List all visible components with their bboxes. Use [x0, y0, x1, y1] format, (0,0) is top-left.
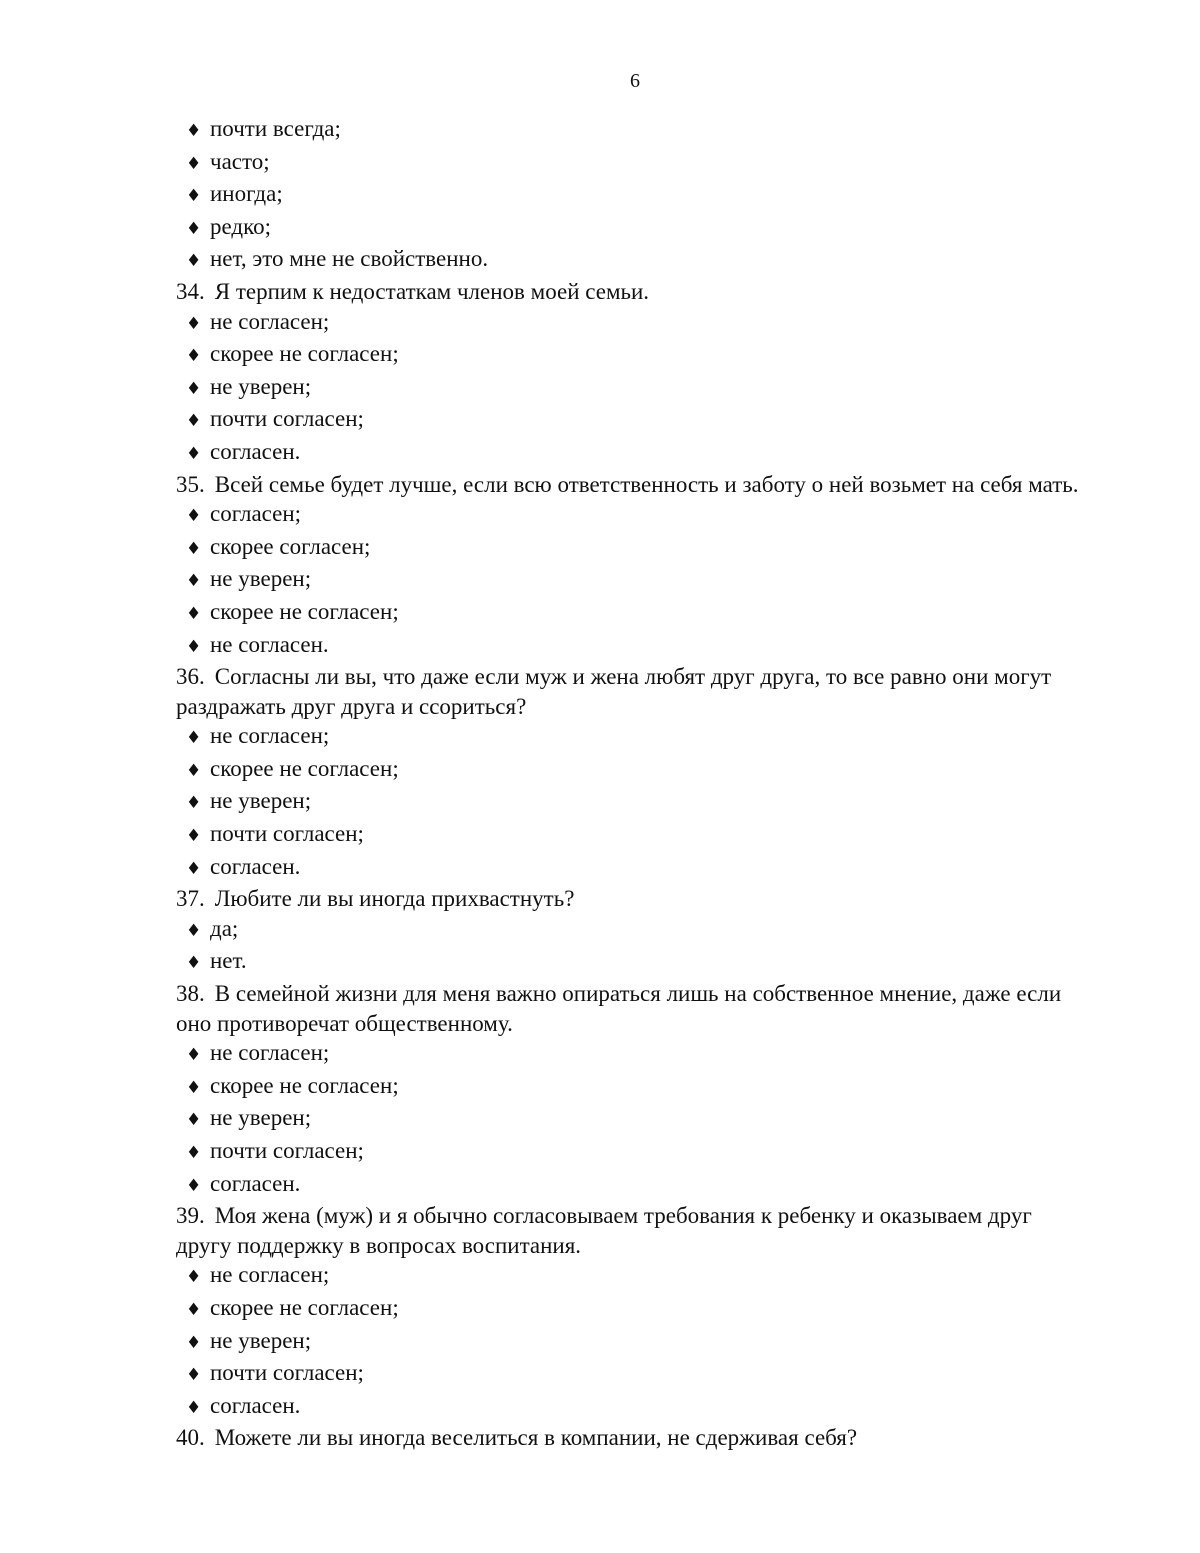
answer-option-label: почти согласен; [210, 1360, 364, 1386]
diamond-bullet-icon: ♦ [186, 826, 202, 847]
answer-option-label: не согласен; [210, 308, 330, 334]
answer-option [176, 404, 1081, 437]
diamond-bullet-icon: ♦ [186, 1175, 202, 1196]
answer-option [176, 244, 1081, 277]
question-text: Согласны ли вы, что даже если муж и жена любят друг друга, то все равно они могут раздражать друг друга и ссориться? [176, 664, 1052, 719]
answer-option [176, 1260, 1081, 1293]
answer-option-label: редко; [210, 213, 272, 239]
answer-option [176, 786, 1081, 819]
diamond-bullet-icon: ♦ [186, 603, 202, 624]
answer-option [176, 147, 1081, 180]
answer-option-label: скорее согласен; [210, 533, 371, 559]
question-item [176, 277, 1081, 470]
answer-option-label: почти согласен; [210, 1138, 364, 1163]
answer-option-label: почти всегда; [210, 116, 341, 141]
diamond-bullet-icon: ♦ [186, 411, 202, 432]
answer-option-label: нет, это мне не свойственно. [210, 246, 489, 272]
answer-option [176, 721, 1081, 754]
answer-option-label: скорее не согласен; [210, 1294, 399, 1320]
question-item [176, 1423, 1081, 1453]
question-prompt [176, 277, 1081, 307]
question-item [176, 884, 1081, 979]
answer-option [176, 852, 1081, 885]
diamond-bullet-icon: ♦ [186, 186, 202, 207]
question-number: 34. [176, 278, 205, 304]
leading-options-list [176, 114, 1081, 277]
answer-option-label: скорее не согласен; [210, 755, 399, 781]
answer-option-label: скорее не согласен; [210, 598, 399, 624]
answer-option [176, 499, 1081, 532]
answer-option-label: согласен; [210, 501, 302, 527]
answer-option-label: не уверен; [210, 566, 312, 592]
answer-option [176, 179, 1081, 212]
diamond-bullet-icon: ♦ [186, 1267, 202, 1288]
question-number: 40. [176, 1425, 205, 1451]
answer-option [176, 212, 1081, 245]
answer-option-label: согласен. [210, 438, 301, 464]
question-item [176, 470, 1081, 663]
answer-option [176, 1136, 1081, 1169]
question-prompt [176, 662, 1081, 721]
answer-option-label: не уверен; [210, 1327, 312, 1353]
question-text: Я терпим к недостаткам членов моей семьи. [214, 278, 650, 304]
diamond-bullet-icon: ♦ [186, 1397, 202, 1418]
question-prompt [176, 884, 1081, 914]
questionnaire-body [176, 114, 1081, 1453]
page-number: 6 [630, 70, 640, 92]
answer-option [176, 532, 1081, 565]
answer-option [176, 1038, 1081, 1071]
answer-option-label: не согласен; [210, 723, 330, 749]
answer-option [176, 1326, 1081, 1359]
answer-option-label: часто; [210, 148, 270, 174]
answer-option [176, 1071, 1081, 1104]
question-text: Можете ли вы иногда веселиться в компании, не сдерживая себя? [214, 1425, 858, 1451]
diamond-bullet-icon: ♦ [186, 760, 202, 781]
answer-option [176, 1358, 1081, 1391]
diamond-bullet-icon: ♦ [186, 1077, 202, 1098]
answer-option [176, 307, 1081, 340]
diamond-bullet-icon: ♦ [186, 728, 202, 749]
answer-option-label: иногда; [210, 181, 283, 207]
answer-option [176, 630, 1081, 663]
diamond-bullet-icon: ♦ [186, 378, 202, 399]
diamond-bullet-icon: ♦ [186, 1110, 202, 1131]
question-text: Всей семье будет лучше, если всю ответственность и заботу о ней возьмет на себя мать. [214, 471, 1079, 497]
answer-option [176, 437, 1081, 470]
answer-option-label: почти согласен; [210, 821, 364, 847]
question-item [176, 662, 1081, 884]
answer-option-label: не согласен. [210, 631, 329, 657]
diamond-bullet-icon: ♦ [186, 1143, 202, 1163]
question-prompt [176, 1423, 1081, 1453]
answer-option [176, 946, 1081, 979]
answer-option [176, 597, 1081, 630]
diamond-bullet-icon: ♦ [186, 953, 202, 974]
diamond-bullet-icon: ♦ [186, 251, 202, 272]
diamond-bullet-icon: ♦ [186, 1332, 202, 1353]
answer-option-label: не уверен; [210, 373, 312, 399]
diamond-bullet-icon: ♦ [186, 313, 202, 334]
question-text: В семейной жизни для меня важно опираться лишь на собственное мнение, даже если оно противоречат общественному. [176, 981, 1062, 1036]
diamond-bullet-icon: ♦ [186, 636, 202, 657]
diamond-bullet-icon: ♦ [186, 346, 202, 367]
question-number: 35. [176, 471, 205, 497]
answer-option [176, 914, 1081, 947]
answer-option [176, 754, 1081, 787]
answer-option [176, 1169, 1081, 1202]
diamond-bullet-icon: ♦ [186, 443, 202, 464]
answer-option-label: нет. [210, 948, 247, 974]
diamond-bullet-icon: ♦ [186, 793, 202, 814]
answer-option-label: согласен. [210, 1392, 301, 1418]
diamond-bullet-icon: ♦ [186, 153, 202, 174]
answer-option-label: согласен. [210, 853, 301, 879]
answer-option-label: не согласен; [210, 1040, 330, 1066]
question-number: 37. [176, 886, 205, 912]
diamond-bullet-icon: ♦ [186, 538, 202, 559]
question-number: 39. [176, 1203, 205, 1229]
diamond-bullet-icon: ♦ [186, 1299, 202, 1320]
answer-option [176, 1391, 1081, 1424]
answer-option [176, 114, 1081, 147]
answer-option-label: не уверен; [210, 788, 312, 814]
answer-option-label: не уверен; [210, 1105, 312, 1131]
question-item [176, 979, 1081, 1201]
answer-option-label: скорее не согласен; [210, 1072, 399, 1098]
question-prompt [176, 979, 1081, 1038]
answer-option-label: почти согласен; [210, 406, 364, 432]
diamond-bullet-icon: ♦ [186, 506, 202, 527]
answer-option [176, 372, 1081, 405]
question-text: Моя жена (муж) и я обычно согласовываем требования к ребенку и оказываем друг другу поддержку в вопросах воспитания. [176, 1203, 1032, 1258]
question-number: 38. [176, 981, 205, 1007]
answer-option [176, 339, 1081, 372]
diamond-bullet-icon: ♦ [186, 121, 202, 141]
diamond-bullet-icon: ♦ [186, 920, 202, 941]
question-text: Любите ли вы иногда прихвастнуть? [214, 886, 575, 912]
answer-option [176, 1103, 1081, 1136]
answer-option-label: да; [210, 915, 239, 941]
answer-option-label: скорее не согласен; [210, 341, 399, 367]
questions-list [176, 277, 1081, 1453]
diamond-bullet-icon: ♦ [186, 571, 202, 592]
diamond-bullet-icon: ♦ [186, 218, 202, 239]
answer-option [176, 1293, 1081, 1326]
question-item [176, 1201, 1081, 1423]
answer-option-label: согласен. [210, 1170, 301, 1196]
question-number: 36. [176, 664, 205, 690]
diamond-bullet-icon: ♦ [186, 1365, 202, 1386]
diamond-bullet-icon: ♦ [186, 1045, 202, 1066]
diamond-bullet-icon: ♦ [186, 858, 202, 879]
answer-option [176, 819, 1081, 852]
answer-option [176, 564, 1081, 597]
question-prompt [176, 470, 1081, 500]
answer-option-label: не согласен; [210, 1262, 330, 1288]
question-prompt [176, 1201, 1081, 1260]
